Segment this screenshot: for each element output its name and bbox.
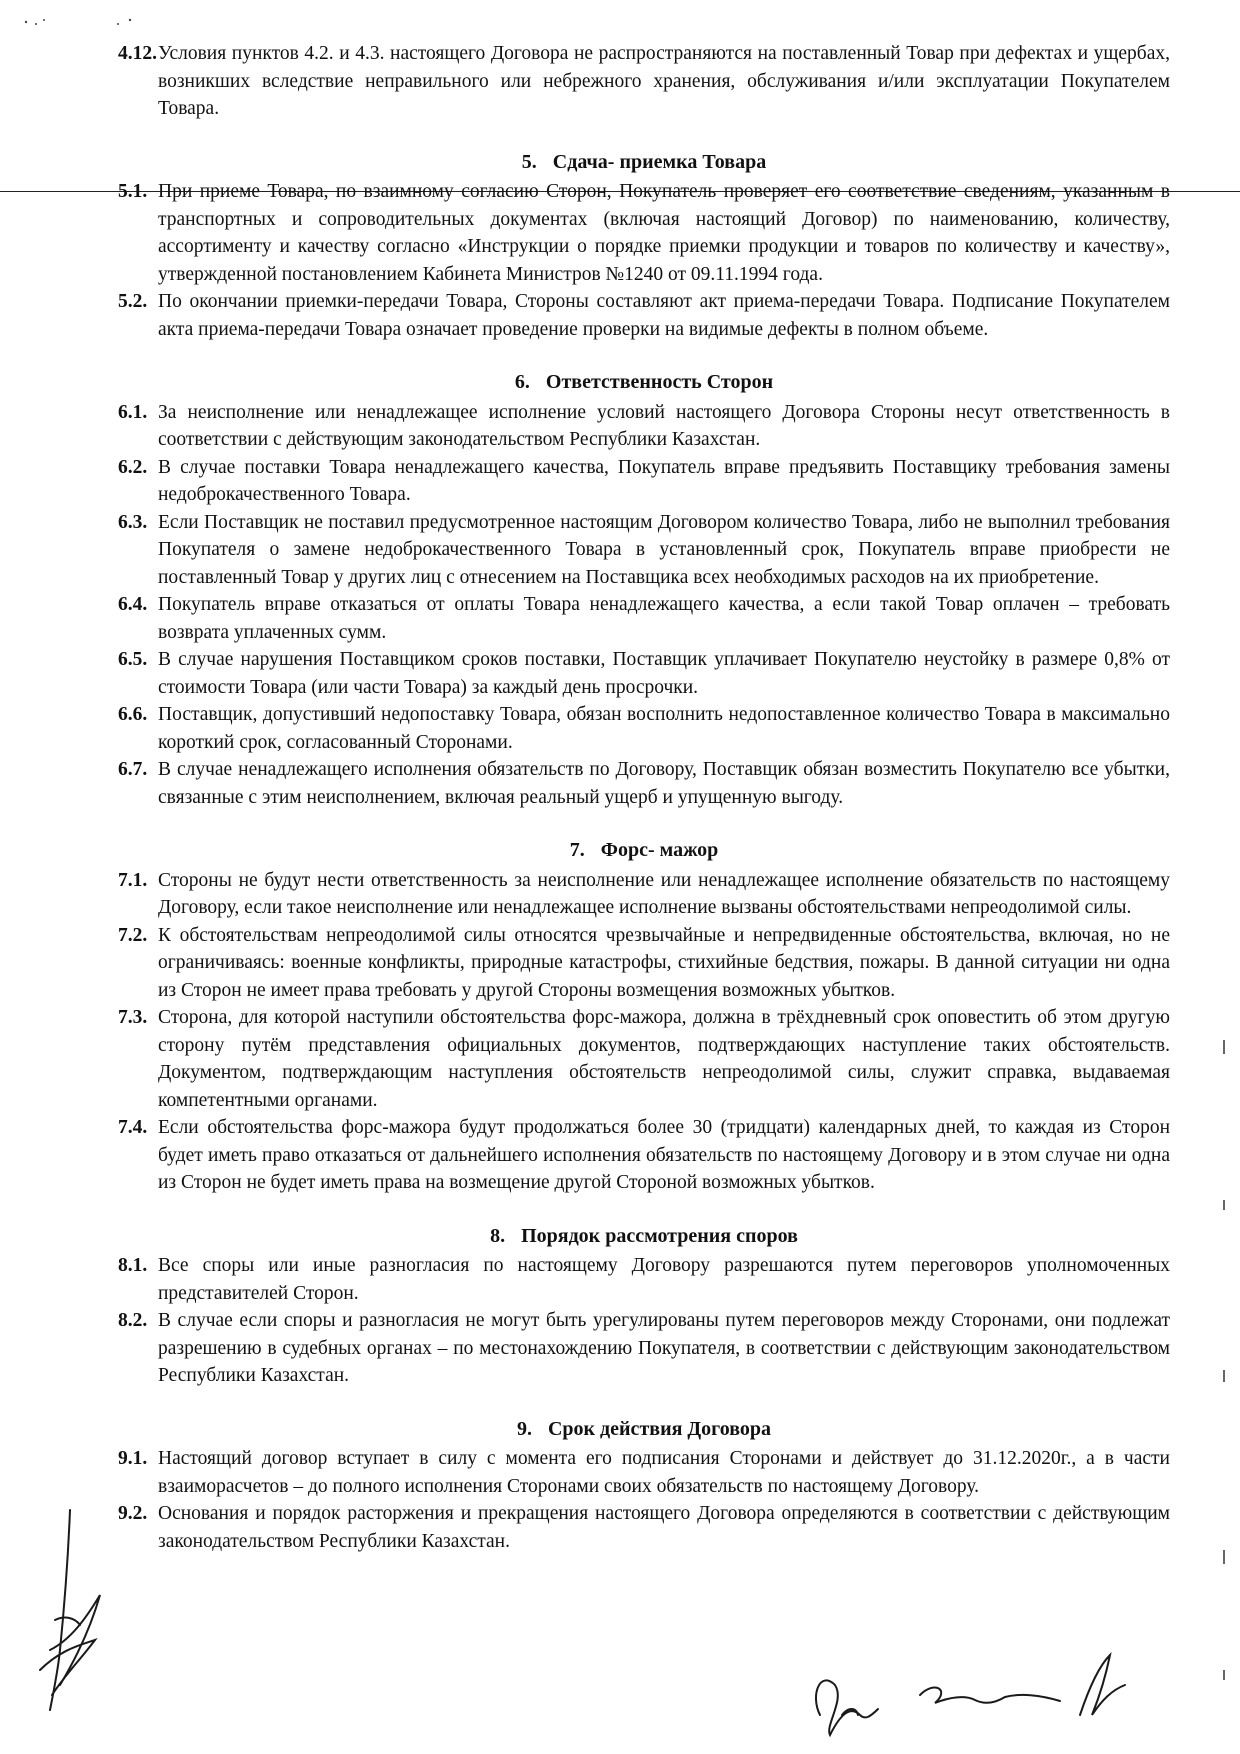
scan-margin-marks	[1222, 1030, 1226, 1730]
clause-number: 8.1.	[118, 1255, 148, 1276]
clause-text: В случае ненадлежащего исполнения обязательств по Договору, Поставщик обязан возместить Покупателю все убытки, связанные с этим неисполнением, включая реальный ущерб и упущенную выгоду.	[158, 759, 1170, 808]
section-title: Срок действия Договора	[547, 1417, 772, 1440]
clause-6-2	[118, 454, 1170, 509]
clause-9-2	[118, 1500, 1170, 1555]
clause-text: Если обстоятельства форс-мажора будут продолжаться более 30 (тридцати) календарных дней, то каждая из Сторон будет иметь право отказаться от дальнейшего исполнения обязательств по настоящему Договору и в этом случае ни одна из Сторон не будет иметь права на возмещение другой Стороной возможных убытков.	[158, 1117, 1170, 1193]
clause-text: Стороны не будут нести ответственность за неисполнение или ненадлежащее исполнение обязательств по настоящему Договору, если такое неисполнение или ненадлежащее исполнение вызваны обстоятельствами непреодолимой силы.	[158, 869, 1170, 918]
section-heading	[118, 837, 1170, 865]
clause-number: 6.3.	[118, 511, 148, 533]
clause-text: В случае если споры и разногласия не могут быть урегулированы путем переговоров между Сторонами, они подлежат разрешению в судебных органах – по местонахождению Покупателя, в соответствии с действующим законодательством Республики Казахстан.	[158, 1310, 1170, 1386]
clause-number: 6.2.	[118, 456, 148, 478]
clause-6-7	[118, 756, 1170, 811]
clause-8-2	[118, 1307, 1170, 1390]
handwritten-signature-left	[30, 1500, 120, 1720]
clause-text: Основания и порядок расторжения и прекращения настоящего Договора определяются в соответствии с действующим законодательством Республики Казахстан.	[158, 1503, 1170, 1552]
section-heading	[118, 369, 1170, 397]
section-title: Сдача- приемка Товара	[552, 150, 767, 173]
clause-6-3	[118, 509, 1170, 592]
contract-body	[118, 40, 1170, 1581]
clause-text: Покупатель вправе отказаться от оплаты Товара ненадлежащего качества, а если такой Товар оплачен – требовать возврата уплаченных сумм.	[158, 594, 1170, 643]
clause-text: Сторона, для которой наступили обстоятельства форс-мажора, должна в трёхдневный срок оповестить об этом другую сторону путём представления официальных документов, подтверждающих наступление таких обстоятельств. Документом, подтверждающим наступления обстоятельств непреодолимой силы, служит справка, выдаваемая компетентными органами.	[158, 1007, 1170, 1111]
section-8	[118, 1223, 1170, 1390]
section-title: Форс- мажор	[600, 839, 719, 861]
section-number: 5.	[521, 150, 537, 173]
section-9	[118, 1416, 1170, 1556]
clause-7-3	[118, 1004, 1170, 1114]
clause-7-2	[118, 922, 1170, 1005]
handwritten-signatures-right	[800, 1645, 1160, 1745]
section-number: 6.	[514, 371, 530, 393]
clause-text: Условия пунктов 4.2. и 4.3. настоящего Договора не распространяются на поставленный Товар при дефектах и ущербах, возникших вследствие неправильного или небрежного хранения, обслуживания и/или эксплуатации Покупателем Товара.	[158, 43, 1170, 119]
section-5	[118, 149, 1170, 344]
section-title: Ответственность Сторон	[545, 371, 774, 393]
clause-9-1	[118, 1445, 1170, 1500]
section-title: Порядок рассмотрения споров	[521, 1224, 798, 1247]
clause-number: 9.2.	[118, 1503, 148, 1524]
section-7	[118, 837, 1170, 1197]
clause-text: В случае нарушения Поставщиком сроков поставки, Поставщик уплачивает Покупателю неустойку в размере 0,8% от стоимости Товара (или части Товара) за каждый день просрочки.	[158, 649, 1170, 698]
clause-5-1	[118, 178, 1170, 288]
clause-text: По окончании приемки-передачи Товара, Стороны составляют акт приема-передачи Товара. Подписание Покупателем акта приема-передачи Товара означает проведение проверки на видимые дефекты в полном объеме.	[158, 291, 1170, 340]
clause-6-4	[118, 591, 1170, 646]
clause-number: 6.6.	[118, 704, 148, 725]
scan-speck-marks	[22, 10, 132, 34]
clause-text: В случае поставки Товара ненадлежащего качества, Покупатель вправе предъявить Поставщику требования замены недоброкачественного Товара.	[158, 456, 1170, 505]
section-heading	[118, 1416, 1170, 1444]
clause-7-1	[118, 867, 1170, 922]
clause-text: За неисполнение или ненадлежащее исполнение условий настоящего Договора Стороны несут ответственность в соответствии с действующим законодательством Республики Казахстан.	[158, 401, 1170, 450]
clause-number: 7.1.	[118, 869, 148, 891]
clause-text: При приеме Товара, по взаимному согласию Сторон, Покупатель проверяет его соответствие сведениям, указанным в транспортных и сопроводительных документах (включая настоящий Договор) по наименованию, количеству, ассортименту и качеству согласно «Инструкции о порядке приемки продукции и товаров по количеству и качеству», утвержденной постановлением Кабинета Министров №1240 от 09.11.1994 года.	[158, 181, 1170, 285]
section-number: 9.	[516, 1417, 532, 1440]
clause-number: 4.12.	[118, 43, 157, 64]
clause-number: 5.2.	[118, 291, 148, 312]
section-6	[118, 369, 1170, 811]
clause-text: Если Поставщик не поставил предусмотренное настоящим Договором количество Товара, либо не выполнил требования Покупателя о замене недоброкачественного Товара в установленный срок, Покупатель вправе приобрести не поставленный Товар у других лиц с отнесением на Поставщика всех необходимых расходов на их приобретение.	[158, 511, 1170, 588]
clause-5-2	[118, 288, 1170, 343]
clause-text: Поставщик, допустивший недопоставку Товара, обязан восполнить недопоставленное количество Товара в максимально короткий срок, согласованный Сторонами.	[158, 704, 1170, 753]
clause-number: 9.1.	[118, 1448, 148, 1469]
clause-number: 6.5.	[118, 649, 148, 670]
clause-number: 7.4.	[118, 1117, 148, 1138]
clause-text: Все споры или иные разногласия по настоящему Договору разрешаются путем переговоров уполномоченных представителей Сторон.	[158, 1255, 1170, 1304]
clause-number: 6.7.	[118, 759, 148, 780]
clause-7-4	[118, 1114, 1170, 1197]
clause-text: Настоящий договор вступает в силу с момента его подписания Сторонами и действует до 31.12.2020г., а в части взаиморасчетов – до полного исполнения Сторонами своих обязательств по настоящему Договору.	[158, 1448, 1170, 1497]
clause-text: К обстоятельствам непреодолимой силы относятся чрезвычайные и непредвиденные обстоятельства, включая, но не ограничиваясь: военные конфликты, природные катастрофы, стихийные бедствия, пожары. В данной ситуации ни одна из Сторон не имеет права требовать у другой Стороны возмещения возможных убытков.	[158, 924, 1170, 1001]
section-number: 7.	[569, 839, 585, 861]
clause-number: 7.2.	[118, 924, 148, 946]
clause-8-1	[118, 1252, 1170, 1307]
clause-6-5	[118, 646, 1170, 701]
clause-6-6	[118, 701, 1170, 756]
section-heading	[118, 149, 1170, 177]
section-number: 8.	[490, 1224, 506, 1247]
clause-number: 6.1.	[118, 401, 148, 423]
clause-number: 8.2.	[118, 1310, 148, 1331]
clause-number: 6.4.	[118, 594, 148, 615]
clause-number: 5.1.	[118, 181, 148, 202]
clause-4-12	[118, 40, 1170, 123]
section-heading	[118, 1223, 1170, 1251]
clause-number: 7.3.	[118, 1007, 148, 1028]
clause-6-1	[118, 399, 1170, 454]
